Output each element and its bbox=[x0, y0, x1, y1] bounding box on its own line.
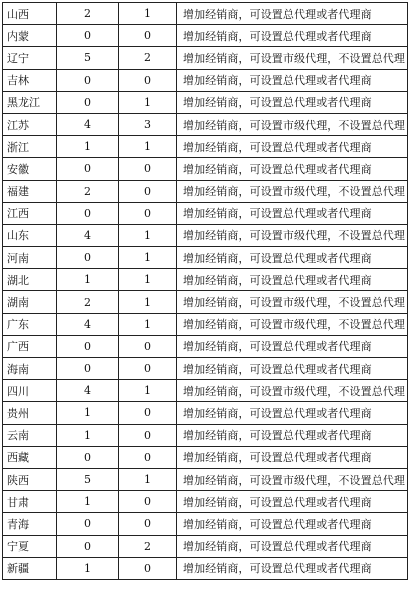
province-cell: 海南 bbox=[3, 358, 57, 380]
table-row bbox=[3, 424, 408, 446]
province-cell: 安徽 bbox=[3, 158, 57, 180]
table-row bbox=[3, 380, 408, 402]
note-cell: 增加经销商，可设置总代理或者代理商 bbox=[177, 424, 408, 446]
count-b-cell: 0 bbox=[119, 491, 177, 513]
note-cell: 增加经销商，可设置总代理或者代理商 bbox=[177, 136, 408, 158]
count-b-cell: 0 bbox=[119, 69, 177, 91]
note-cell: 增加经销商，可设置总代理或者代理商 bbox=[177, 335, 408, 357]
count-a-cell: 4 bbox=[57, 113, 119, 135]
table-row bbox=[3, 91, 408, 113]
province-cell: 辽宁 bbox=[3, 47, 57, 69]
count-b-cell: 2 bbox=[119, 47, 177, 69]
province-cell: 河南 bbox=[3, 247, 57, 269]
table-row bbox=[3, 535, 408, 557]
count-b-cell: 1 bbox=[119, 291, 177, 313]
table-row bbox=[3, 247, 408, 269]
count-a-cell: 4 bbox=[57, 313, 119, 335]
province-cell: 山西 bbox=[3, 3, 57, 25]
count-b-cell: 0 bbox=[119, 424, 177, 446]
province-cell: 新疆 bbox=[3, 557, 57, 579]
count-a-cell: 0 bbox=[57, 25, 119, 47]
count-a-cell: 1 bbox=[57, 557, 119, 579]
note-cell: 增加经销商，可设置总代理或者代理商 bbox=[177, 513, 408, 535]
count-b-cell: 1 bbox=[119, 3, 177, 25]
note-cell: 增加经销商，可设置市级代理，不设置总代理 bbox=[177, 113, 408, 135]
dealer-table bbox=[2, 2, 408, 580]
count-b-cell: 2 bbox=[119, 535, 177, 557]
count-a-cell: 0 bbox=[57, 69, 119, 91]
table-row bbox=[3, 202, 408, 224]
count-a-cell: 0 bbox=[57, 158, 119, 180]
table-row bbox=[3, 335, 408, 357]
count-a-cell: 0 bbox=[57, 513, 119, 535]
count-b-cell: 0 bbox=[119, 402, 177, 424]
count-a-cell: 1 bbox=[57, 424, 119, 446]
province-cell: 吉林 bbox=[3, 69, 57, 91]
count-a-cell: 2 bbox=[57, 291, 119, 313]
count-a-cell: 0 bbox=[57, 358, 119, 380]
table-row bbox=[3, 468, 408, 490]
province-cell: 江西 bbox=[3, 202, 57, 224]
table-row bbox=[3, 513, 408, 535]
table-row bbox=[3, 3, 408, 25]
count-a-cell: 0 bbox=[57, 535, 119, 557]
table-row bbox=[3, 113, 408, 135]
count-a-cell: 0 bbox=[57, 91, 119, 113]
province-cell: 湖北 bbox=[3, 269, 57, 291]
note-cell: 增加经销商，可设置市级代理，不设置总代理 bbox=[177, 224, 408, 246]
count-a-cell: 1 bbox=[57, 269, 119, 291]
province-cell: 山东 bbox=[3, 224, 57, 246]
count-b-cell: 1 bbox=[119, 380, 177, 402]
table-row bbox=[3, 358, 408, 380]
note-cell: 增加经销商，可设置总代理或者代理商 bbox=[177, 3, 408, 25]
count-a-cell: 0 bbox=[57, 446, 119, 468]
note-cell: 增加经销商，可设置总代理或者代理商 bbox=[177, 557, 408, 579]
count-a-cell: 1 bbox=[57, 491, 119, 513]
count-b-cell: 1 bbox=[119, 468, 177, 490]
note-cell: 增加经销商，可设置总代理或者代理商 bbox=[177, 402, 408, 424]
table-row bbox=[3, 269, 408, 291]
province-cell: 广东 bbox=[3, 313, 57, 335]
note-cell: 增加经销商，可设置市级代理，不设置总代理 bbox=[177, 313, 408, 335]
count-a-cell: 1 bbox=[57, 136, 119, 158]
count-b-cell: 1 bbox=[119, 247, 177, 269]
province-cell: 陕西 bbox=[3, 468, 57, 490]
count-a-cell: 2 bbox=[57, 3, 119, 25]
province-cell: 内蒙 bbox=[3, 25, 57, 47]
note-cell: 增加经销商，可设置总代理或者代理商 bbox=[177, 269, 408, 291]
count-b-cell: 0 bbox=[119, 446, 177, 468]
count-b-cell: 3 bbox=[119, 113, 177, 135]
note-cell: 增加经销商，可设置市级代理，不设置总代理 bbox=[177, 47, 408, 69]
count-b-cell: 1 bbox=[119, 269, 177, 291]
table-row bbox=[3, 402, 408, 424]
note-cell: 增加经销商，可设置总代理或者代理商 bbox=[177, 25, 408, 47]
count-a-cell: 5 bbox=[57, 47, 119, 69]
province-cell: 青海 bbox=[3, 513, 57, 535]
table-row bbox=[3, 180, 408, 202]
count-b-cell: 0 bbox=[119, 25, 177, 47]
count-b-cell: 0 bbox=[119, 557, 177, 579]
count-b-cell: 0 bbox=[119, 335, 177, 357]
note-cell: 增加经销商，可设置总代理或者代理商 bbox=[177, 158, 408, 180]
table-row bbox=[3, 557, 408, 579]
count-a-cell: 0 bbox=[57, 247, 119, 269]
table-row bbox=[3, 446, 408, 468]
table-row bbox=[3, 158, 408, 180]
province-cell: 湖南 bbox=[3, 291, 57, 313]
table-row bbox=[3, 291, 408, 313]
province-cell: 西藏 bbox=[3, 446, 57, 468]
count-a-cell: 0 bbox=[57, 202, 119, 224]
count-a-cell: 5 bbox=[57, 468, 119, 490]
note-cell: 增加经销商，可设置市级代理，不设置总代理 bbox=[177, 180, 408, 202]
table-row bbox=[3, 25, 408, 47]
province-cell: 宁夏 bbox=[3, 535, 57, 557]
count-b-cell: 0 bbox=[119, 180, 177, 202]
note-cell: 增加经销商，可设置总代理或者代理商 bbox=[177, 202, 408, 224]
count-a-cell: 1 bbox=[57, 402, 119, 424]
table-row bbox=[3, 313, 408, 335]
count-b-cell: 1 bbox=[119, 91, 177, 113]
note-cell: 增加经销商，可设置总代理或者代理商 bbox=[177, 535, 408, 557]
count-a-cell: 0 bbox=[57, 335, 119, 357]
note-cell: 增加经销商，可设置总代理或者代理商 bbox=[177, 69, 408, 91]
note-cell: 增加经销商，可设置市级代理，不设置总代理 bbox=[177, 380, 408, 402]
note-cell: 增加经销商，可设置总代理或者代理商 bbox=[177, 491, 408, 513]
count-b-cell: 0 bbox=[119, 158, 177, 180]
province-cell: 甘肃 bbox=[3, 491, 57, 513]
province-cell: 江苏 bbox=[3, 113, 57, 135]
table-row bbox=[3, 47, 408, 69]
province-cell: 黑龙江 bbox=[3, 91, 57, 113]
province-cell: 云南 bbox=[3, 424, 57, 446]
note-cell: 增加经销商，可设置总代理或者代理商 bbox=[177, 358, 408, 380]
note-cell: 增加经销商，可设置市级代理，不设置总代理 bbox=[177, 468, 408, 490]
province-cell: 贵州 bbox=[3, 402, 57, 424]
province-cell: 浙江 bbox=[3, 136, 57, 158]
table-row bbox=[3, 69, 408, 91]
count-b-cell: 1 bbox=[119, 136, 177, 158]
count-a-cell: 4 bbox=[57, 224, 119, 246]
count-b-cell: 0 bbox=[119, 358, 177, 380]
table-row bbox=[3, 491, 408, 513]
note-cell: 增加经销商，可设置总代理或者代理商 bbox=[177, 247, 408, 269]
province-cell: 广西 bbox=[3, 335, 57, 357]
province-cell: 福建 bbox=[3, 180, 57, 202]
province-cell: 四川 bbox=[3, 380, 57, 402]
count-a-cell: 2 bbox=[57, 180, 119, 202]
count-a-cell: 4 bbox=[57, 380, 119, 402]
note-cell: 增加经销商，可设置总代理或者代理商 bbox=[177, 446, 408, 468]
count-b-cell: 1 bbox=[119, 313, 177, 335]
note-cell: 增加经销商，可设置市级代理，不设置总代理 bbox=[177, 291, 408, 313]
count-b-cell: 0 bbox=[119, 513, 177, 535]
count-b-cell: 1 bbox=[119, 224, 177, 246]
table-body bbox=[3, 3, 408, 580]
table-row bbox=[3, 224, 408, 246]
count-b-cell: 0 bbox=[119, 202, 177, 224]
table-row bbox=[3, 136, 408, 158]
note-cell: 增加经销商，可设置总代理或者代理商 bbox=[177, 91, 408, 113]
